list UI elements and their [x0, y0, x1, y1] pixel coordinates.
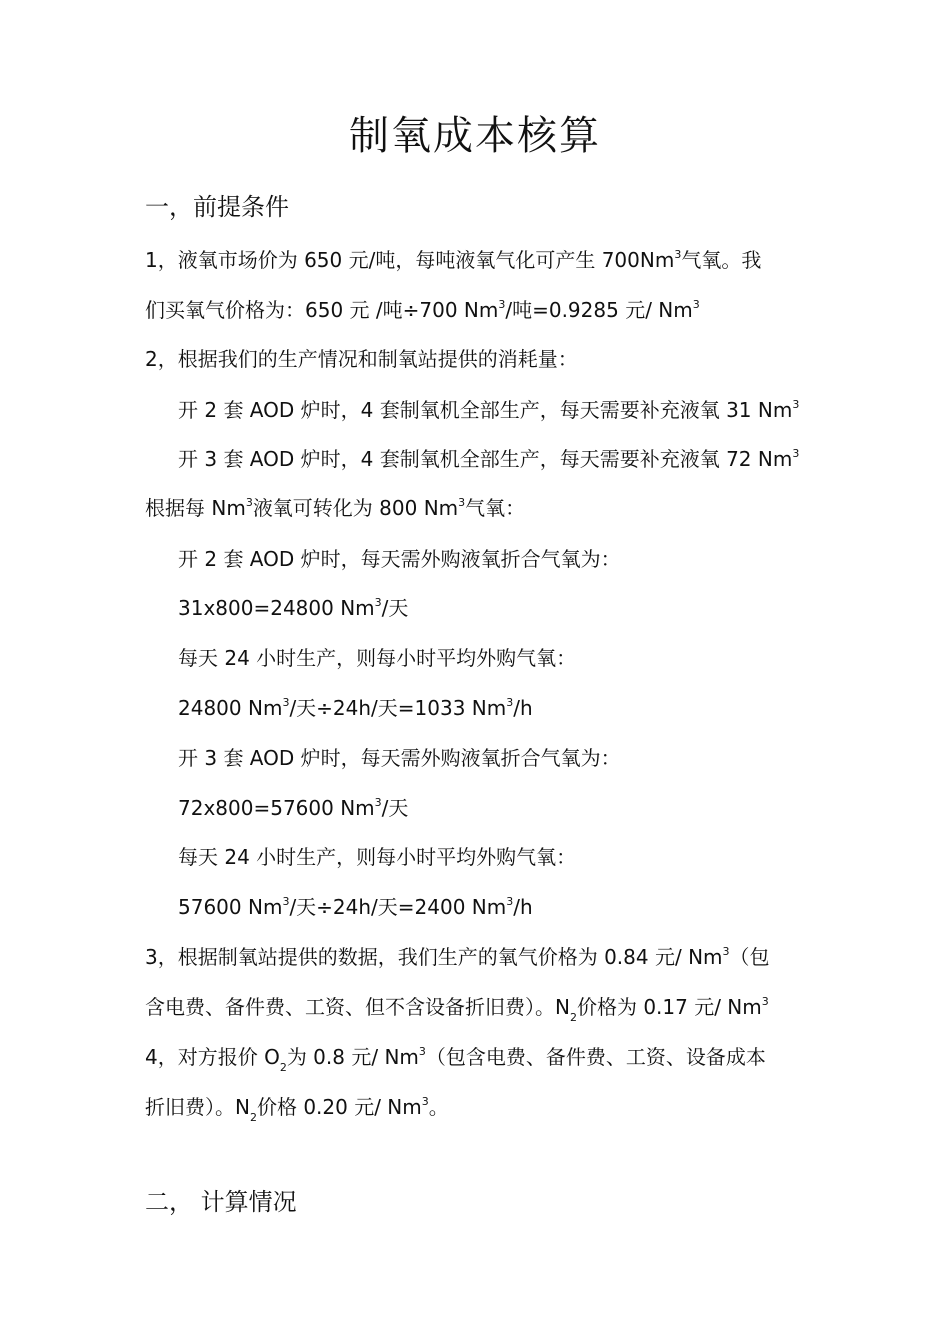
- paragraph-line-5: 开 3 套 AOD 炉时，4 套制氧机全部生产，每天需要补充液氧 72 Nm$^3$: [178, 447, 800, 471]
- paragraph-line-10: 24800 $Nm^3/$天÷24h/天=1033 Nm$^3$/h: [178, 696, 533, 720]
- paragraph-line-9: 每天 24 小时生产，则每小时平均外购气氧：: [178, 646, 577, 670]
- paragraph-line-3: 2，根据我们的生产情况和制氧站提供的消耗量：: [145, 347, 578, 371]
- paragraph-line-11: 开 3 套 AOD 炉时，每天需外购液氧折合气氧为：: [178, 746, 621, 770]
- paragraph-line-13: 每天 24 小时生产，则每小时平均外购气氧：: [178, 845, 577, 869]
- paragraph-line-6: 根据每 Nm$^3$液氧可转化为 800 Nm$^3$气氧：: [145, 496, 526, 520]
- paragraph-line-14: 57600 $Nm^3/$天÷24h/天=2400 Nm$^3$/h: [178, 895, 533, 919]
- paragraph-line-2: 们买氧气价格为：650 元 /吨÷700 $Nm^3/$吨=0.9285 元/ Nm$^3$: [145, 298, 700, 322]
- document-title: 制氧成本核算: [349, 113, 601, 159]
- paragraph-line-4: 开 2 套 AOD 炉时，4 套制氧机全部生产，每天需要补充液氧 31 Nm$^3$: [178, 398, 800, 422]
- paragraph-line-17: 4，对方报价 $O_2$为 0.8 元/ Nm$^3$（包含电费、备件费、工资、设备成本: [145, 1045, 766, 1074]
- paragraph-line-18: 折旧费）。$N_2$价格 0.20 元/ Nm$^3$。: [145, 1095, 449, 1124]
- paragraph-line-7: 开 2 套 AOD 炉时，每天需外购液氧折合气氧为：: [178, 547, 621, 571]
- section-heading-prerequisites: 一，前提条件: [145, 193, 289, 221]
- paragraph-line-15: 3，根据制氧站提供的数据，我们生产的氧气价格为 0.84 元/ Nm$^3$（包: [145, 945, 770, 969]
- paragraph-line-16: 含电费、备件费、工资、但不含设备折旧费）。$N_2$价格为 0.17 元/ Nm$^3$: [145, 995, 769, 1024]
- paragraph-line-12: 72x800=57600 Nm$^3$/天: [178, 796, 409, 820]
- section-heading-calculation: 二， 计算情况: [145, 1188, 297, 1216]
- paragraph-line-1: 1，液氧市场价为 650 元/吨，每吨液氧气化可产生 700Nm$^3$气氧。我: [145, 248, 762, 272]
- paragraph-line-8: 31x800=24800 Nm$^3$/天: [178, 596, 409, 620]
